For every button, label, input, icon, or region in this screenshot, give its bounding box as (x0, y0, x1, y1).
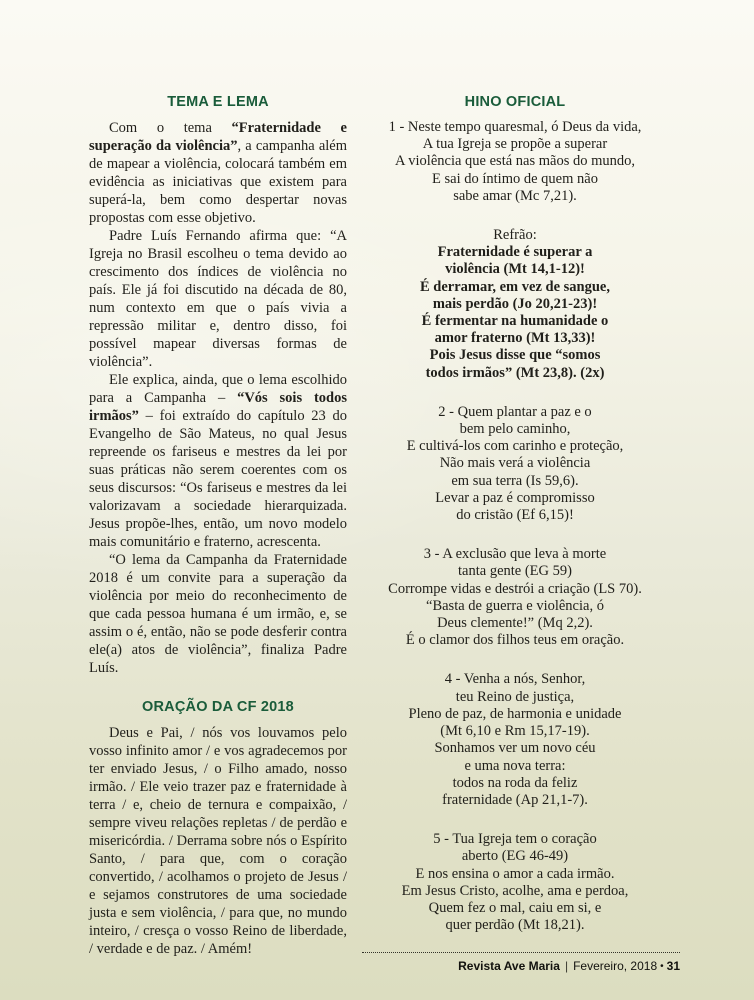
section-title-tema-e-lema: TEMA E LEMA (167, 94, 269, 110)
hymn-verse-4: 4 - Venha a nós, Senhor, teu Reino de justiça, Pleno de paz, de harmonia e unidade (Mt 6,10 e Rm 15,17-19). Sonhamos ver um novo céu e uma nova terra: todos na roda da feliz fraternidade (Ap 21,1-7). (408, 671, 622, 808)
tema-paragraph-4: “O lema da Campanha da Fraternidade 2018 é um convite para a superação da violência por meio do reconhecimento de que cada pessoa humana é um irmão, e, se assim o é, então, não se pode desferir contra ele(a) atos de violência”, finaliza Padre Luís. (89, 552, 347, 676)
section-title-hino-oficial: HINO OFICIAL (464, 94, 566, 110)
tema-paragraph-3 (89, 371, 347, 551)
tema-paragraph-2: Padre Luís Fernando afirma que: “A Igreja no Brasil escolheu o tema devido ao crescimento dos índices de violência no país. Ele já foi discutido na década de 80, num contexto em que o país vivia a repressão militar e, dentro disso, foi possível mapear diversas formas de violência”. (89, 228, 347, 370)
tema-paragraph-1-text: Com o tema (109, 120, 232, 136)
right-column (375, 94, 655, 956)
issue-date: Fevereiro, 2018 (573, 959, 658, 973)
campaign-lemma-bold: “Vós sois todos irmãos” (89, 390, 347, 424)
page-footer (458, 959, 680, 973)
footer-divider (362, 952, 680, 953)
left-column (89, 94, 347, 958)
footer-separator: | (564, 959, 569, 973)
hymn-refrain: Fraternidade é superar a violência (Mt 14,1-12)! É derramar, em vez de sangue, mais perdão (Jo 20,21-23)! É fermentar na humanidade o amor fraterno (Mt 13,33)! Pois Jesus disse que “somos todos irmãos” (Mt 23,8). (2x) (420, 244, 610, 381)
hymn-verse-2: 2 - Quem plantar a paz e o bem pelo caminho, E cultivá-los com carinho e proteção, Não mais verá a violência em sua terra (Is 59,6). Levar a paz é compromisso do cristão (Ef 6,15)! (406, 403, 624, 524)
oracao-paragraph: Deus e Pai, / nós vos louvamos pelo vosso infinito amor / e vos agradecemos por ter enviado Jesus, / o Filho amado, nosso irmão. / Ele veio trazer paz e fraternidade à terra / e, cheio de ternura e compaixão, / sempre viveu relações repletas / de perdão e misericórdia. / Derrama sobre nós o Espírito Santo, / para que, com o coração convertido, / acolhamos o projeto de Jesus / e sejamos construtores de uma sociedade justa e sem violência, / para que, no mundo inteiro, / cresça o vosso Reino de liberdade, / verdade e de paz. / Amém! (89, 725, 347, 957)
magazine-name: Revista Ave Maria (458, 959, 560, 973)
hymn-refrain-label: Refrão: (493, 227, 537, 244)
tema-paragraph-3-continuation: – foi extraído do capítulo 23 do Evangelho de São Mateus, no qual Jesus repreende os fariseus e mestres da lei por suas práticas não serem coerentes com os seus discursos: “Os fariseus e mestres da lei valorizavam a sociedade hierarquizada. Jesus propõe-lhes, então, um novo modelo mais comunitário e fraterno, acrescenta. (89, 408, 347, 550)
tema-paragraph-1-continuation: , a campanha além de mapear a violência, colocará também em evidência as iniciativas que existem para superá-la, bem como despertar novas propostas com esse objetivo. (89, 138, 347, 226)
page-number: 31 (666, 959, 680, 973)
footer-dot: • (660, 961, 664, 972)
campaign-theme-bold: “Fraternidade e superação da violência” (89, 120, 347, 154)
tema-paragraph-1 (89, 119, 347, 227)
hymn-verse-5: 5 - Tua Igreja tem o coração aberto (EG 46-49) E nos ensina o amor a cada irmão. Em Jesus Cristo, acolhe, ama e perdoa, Quem fez o mal, caiu em si, e quer perdão (Mt 18,21). (401, 831, 629, 934)
section-title-oracao-cf-2018: ORAÇÃO DA CF 2018 (142, 699, 294, 715)
tema-paragraph-3-text: Ele explica, ainda, que o lema escolhido para a Campanha – (89, 372, 347, 406)
hymn-verse-1: 1 - Neste tempo quaresmal, ó Deus da vida, A tua Igreja se propõe a superar A violência que está nas mãos do mundo, E sai do íntimo de quem não sabe amar (Mc 7,21). (388, 119, 642, 204)
hymn-verse-3: 3 - A exclusão que leva à morte tanta gente (EG 59) Corrompe vidas e destrói a criação (LS 70). “Basta de guerra e violência, ó Deus clemente!” (Mq 2,2). É o clamor dos filhos teus em oração. (388, 546, 642, 649)
